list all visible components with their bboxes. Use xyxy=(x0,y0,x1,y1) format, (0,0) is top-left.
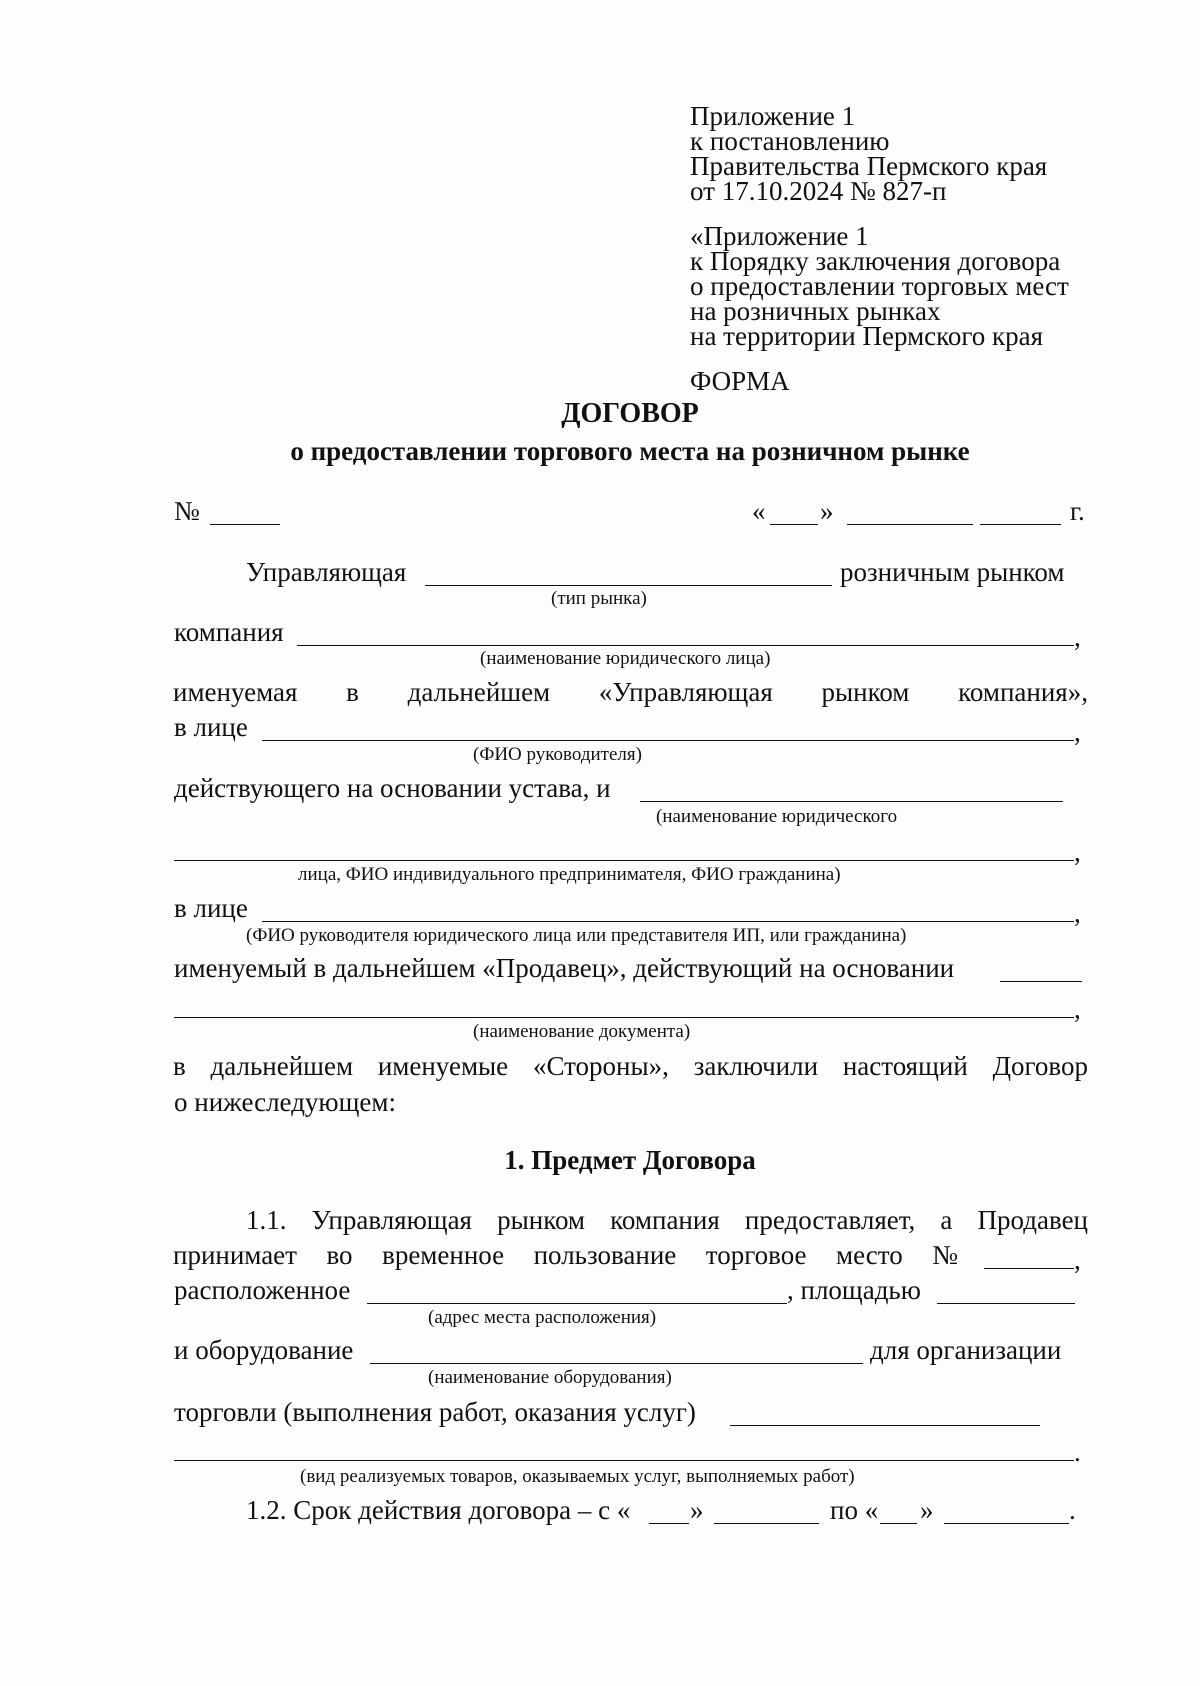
in-person-label-2: в лице xyxy=(174,893,248,923)
period: . xyxy=(1074,1437,1081,1467)
word: в xyxy=(346,677,359,707)
word: в xyxy=(173,1051,186,1081)
start-month-field[interactable] xyxy=(714,1523,819,1524)
term-prefix: 1.2. Срок действия договора – с « xyxy=(246,1495,631,1525)
market-type-caption: (тип рынка) xyxy=(551,588,647,609)
document-subtitle: о предоставлении торгового места на розничном рынке xyxy=(290,436,970,466)
number-sign: № xyxy=(174,496,200,526)
in-person-label: в лице xyxy=(174,712,248,742)
place-number-field[interactable] xyxy=(984,1268,1074,1269)
trade-type-field[interactable] xyxy=(730,1425,1040,1426)
appendix-line: от 17.10.2024 № 827-п xyxy=(690,176,947,206)
end-day-field[interactable] xyxy=(880,1523,917,1524)
word: Продавец xyxy=(977,1205,1088,1235)
for-organization-text: для организации xyxy=(870,1335,1062,1365)
basis-field[interactable] xyxy=(1000,981,1082,982)
word: № xyxy=(932,1240,958,1270)
counterparty-name-field-continued[interactable] xyxy=(174,860,1074,861)
comma: , xyxy=(1074,994,1081,1024)
start-day-field[interactable] xyxy=(649,1523,689,1524)
appendix-line: Приложение 1 xyxy=(690,101,856,131)
word: место xyxy=(836,1240,903,1270)
head-name-field[interactable] xyxy=(262,740,1074,741)
acting-charter-text: действующего на основании устава, и xyxy=(174,773,611,803)
word: торговое xyxy=(705,1240,807,1270)
market-type-field[interactable] xyxy=(425,585,832,586)
appendix-block xyxy=(690,101,1048,206)
document-caption: (наименование документа) xyxy=(473,1021,691,1042)
word: рынком xyxy=(497,1205,586,1235)
word: компания», xyxy=(958,677,1088,707)
area-field[interactable] xyxy=(937,1303,1075,1304)
form-label: ФОРМА xyxy=(690,366,790,396)
counterparty-name-field[interactable] xyxy=(640,801,1063,802)
order-line: к Порядку заключения договора xyxy=(690,246,1061,276)
order-line: «Приложение 1 xyxy=(690,221,869,251)
comma: , xyxy=(1074,622,1081,652)
word: заключили xyxy=(693,1051,819,1081)
word: «Стороны», xyxy=(532,1051,669,1081)
head-caption: (ФИО руководителя) xyxy=(473,744,642,765)
word: Управляющая xyxy=(311,1205,472,1235)
year-field[interactable] xyxy=(980,524,1061,525)
quote-open: « xyxy=(752,496,766,526)
month-field[interactable] xyxy=(847,524,973,525)
word: дальнейшем xyxy=(407,677,551,707)
company-word: компания xyxy=(174,617,284,647)
appendix-line: Правительства Пермского края xyxy=(690,151,1048,181)
year-suffix: г. xyxy=(1070,496,1085,526)
representative-field[interactable] xyxy=(262,921,1074,922)
order-appendix-block xyxy=(690,221,1069,351)
comma: , xyxy=(1074,898,1081,928)
word: рынком xyxy=(821,677,910,707)
clause-1-1-line-2 xyxy=(173,1240,958,1271)
named-as-line xyxy=(173,677,1088,708)
goods-type-field[interactable] xyxy=(174,1460,1074,1461)
order-line: о предоставлении торговых мест xyxy=(690,271,1069,301)
area-label: , площадью xyxy=(787,1275,921,1305)
legal-caption-2: лица, ФИО индивидуального предпринимателя, ФИО гражданина) xyxy=(298,864,841,885)
document-title: ДОГОВОР xyxy=(561,398,699,429)
address-caption: (адрес места расположения) xyxy=(428,1307,657,1328)
trade-label: торговли (выполнения работ, оказания услуг) xyxy=(174,1397,696,1427)
end-month-field[interactable] xyxy=(944,1523,1069,1524)
word: настоящий xyxy=(842,1051,968,1081)
word: предоставляет, xyxy=(744,1205,916,1235)
appendix-line: к постановлению xyxy=(690,126,890,156)
parties-line xyxy=(173,1051,1088,1082)
period: . xyxy=(1069,1495,1076,1525)
word: во xyxy=(326,1240,353,1270)
word: компания xyxy=(610,1205,720,1235)
order-line: на розничных рынках xyxy=(690,296,941,326)
day-field[interactable] xyxy=(770,524,818,525)
clause-1-1-line-1 xyxy=(246,1205,1088,1236)
word: а xyxy=(940,1205,953,1235)
equipment-caption: (наименование оборудования) xyxy=(428,1367,672,1388)
comma: , xyxy=(1074,837,1081,867)
goods-caption: (вид реализуемых товаров, оказываемых услуг, выполняемых работ) xyxy=(300,1466,855,1487)
legal-entity-field[interactable] xyxy=(297,645,1074,646)
word: дальнейшем xyxy=(210,1051,354,1081)
section-1-heading: 1. Предмет Договора xyxy=(504,1145,756,1175)
representative-caption: (ФИО руководителя юридического лица или представителя ИП, или гражданина) xyxy=(246,925,907,946)
quote-close: » xyxy=(690,1495,704,1525)
comma: , xyxy=(1074,1245,1081,1275)
word: пользование xyxy=(533,1240,677,1270)
retail-market-text: розничным рынком xyxy=(840,557,1065,587)
contract-number-field[interactable] xyxy=(210,524,280,525)
seller-named-text: именуемый в дальнейшем «Продавец», действующий на основании xyxy=(174,953,955,983)
quote-close: » xyxy=(820,496,834,526)
comma: , xyxy=(1074,717,1081,747)
word: принимает xyxy=(173,1240,297,1270)
legal-entity-caption: (наименование юридического лица) xyxy=(480,648,771,669)
located-label: расположенное xyxy=(174,1275,351,1305)
equipment-field[interactable] xyxy=(370,1363,863,1364)
legal-caption-1: (наименование юридического xyxy=(656,806,898,827)
quote-close: » xyxy=(920,1495,934,1525)
address-field[interactable] xyxy=(367,1303,787,1304)
word: временное xyxy=(382,1240,505,1270)
word: именуемая xyxy=(173,677,298,707)
order-line: на территории Пермского края xyxy=(690,321,1044,351)
word: именуемые xyxy=(377,1051,509,1081)
parties-line-2: о нижеследующем: xyxy=(174,1087,396,1117)
word: 1.1. xyxy=(246,1205,287,1235)
term-mid: по « xyxy=(830,1495,879,1525)
word: Договор xyxy=(992,1051,1088,1081)
word: «Управляющая xyxy=(598,677,773,707)
basis-document-field[interactable] xyxy=(174,1017,1074,1018)
managing-word: Управляющая xyxy=(246,557,407,587)
equipment-label: и оборудование xyxy=(174,1335,354,1365)
